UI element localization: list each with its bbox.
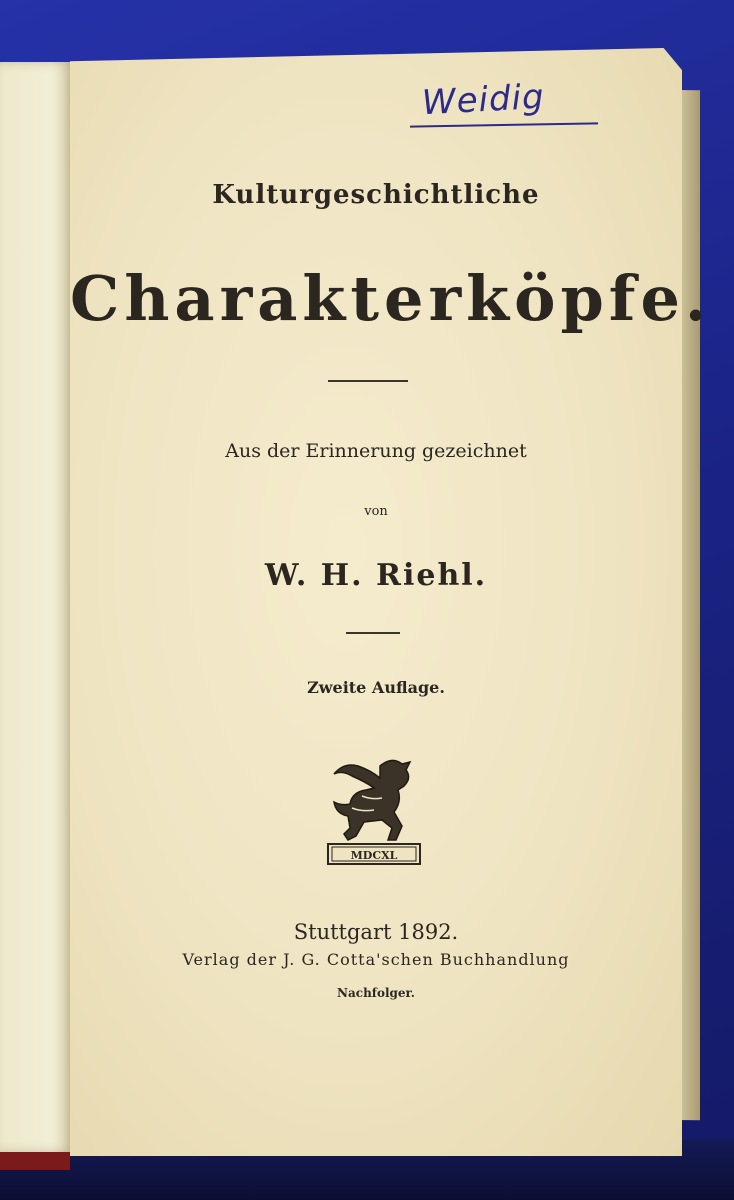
divider-rule: [328, 380, 408, 382]
byline: Aus der Erinnerung gezeichnet: [225, 440, 527, 462]
divider-rule: [346, 632, 400, 634]
subtitle-top: Kulturgeschichtliche: [212, 180, 540, 210]
griffin-publisher-mark: [322, 756, 426, 868]
publisher-mark-text: MDCXL: [350, 849, 398, 862]
publisher-successor: Nachfolger.: [337, 986, 415, 1000]
author-name: W. H. Riehl.: [264, 558, 488, 593]
edition-label: Zweite Auflage.: [307, 678, 445, 697]
main-title: Charakterköpfe.: [70, 262, 712, 335]
left-page: [0, 62, 74, 1152]
signature-underline: [410, 122, 598, 127]
von-label: von: [364, 504, 388, 519]
place-year: Stuttgart 1892.: [293, 920, 459, 944]
handwritten-signature: [410, 78, 600, 158]
signature-text: Weidig: [421, 76, 546, 124]
publisher-name: Verlag der J. G. Cotta'schen Buchhandlung: [182, 950, 570, 969]
book-binding: [0, 1152, 70, 1170]
